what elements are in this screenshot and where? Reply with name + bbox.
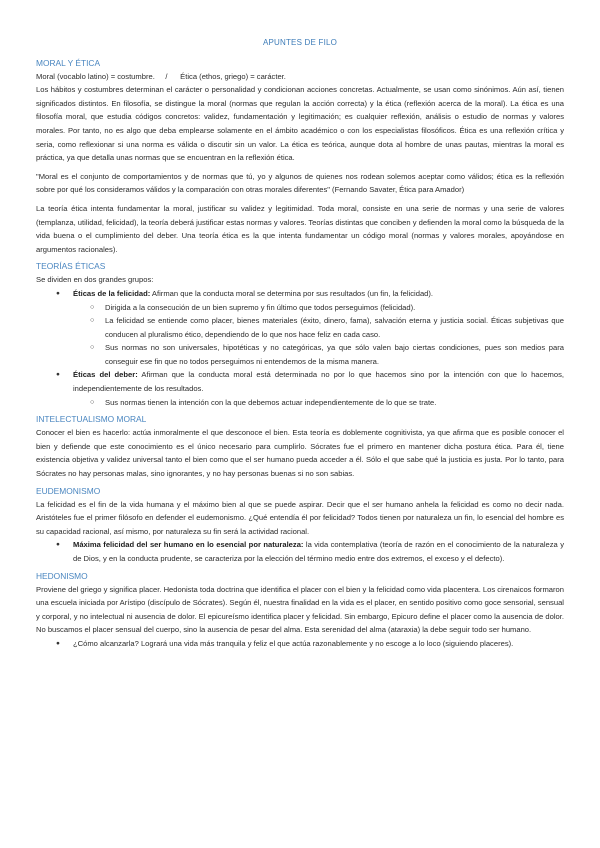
maxima-felicidad-text: la vida contemplativa (teoría de razón en el conocimiento de la naturaleza y de Dios, y en la conducta prudente, se caracteriza por la elección del término medio entre dos extremos, el exceso y el defecto). <box>73 540 564 563</box>
heading-intelectualismo: INTELECTUALISMO MORAL <box>36 414 147 425</box>
list-item-felicidad <box>36 287 564 301</box>
heading-teorias-eticas: TEORÍAS ÉTICAS <box>36 261 106 272</box>
heading-hedonismo: HEDONISMO <box>36 570 88 581</box>
heading-eudemonismo: EUDEMONISMO <box>36 485 101 496</box>
definitions-line <box>36 70 564 84</box>
deber-text: Afirman que la conducta moral está determinada no por lo que hacemos sino por la intención con que lo hacemos, independientemente de los resultados. <box>73 370 564 394</box>
sub-item-felicidad-1: ○ Dirigida a la consecución de un bien supremo y fin último que todos perseguimos (felicidad). <box>36 301 564 315</box>
felicidad-label: Éticas de la felicidad: <box>73 288 151 298</box>
list-item-como-alcanzarla: ● ¿Cómo alcanzarla? Logrará una vida más tranquila y feliz el que actúa razonablemente y no escoge a lo loco (siguiendo placeres). <box>36 637 564 651</box>
paragraph-intelectualismo: Conocer el bien es hacerlo: actúa inmoralmente el que desconoce el bien. Esta teoría es doblemente cognitivista, ya que afirma que es posible conocer el bien y defiende que este conocimiento es el único necesario para cumplirlo. Sócrates fue el primero en mantener dicha postura ética. Para él, tiene existencia objetiva y validez universal tanto el bien como que el ser humano pueda acceder a él. Sólo el que sabe qué la justicia es justa. Por lo tanto, para Sócrates no hay personas malas, sino ignorantes, y no hay personas buenas si no son sabias. <box>36 428 564 479</box>
quote-savater: "Moral es el conjunto de comportamientos y de normas que tú, yo y algunos de quienes nos rodean solemos aceptar como válidos; ética es la reflexión sobre por qué los consideramos válidos y la comparación con otras morales diferentes" (Fernando Savater, Ética para Amador) <box>36 171 564 195</box>
heading-moral-etica: MORAL Y ÉTICA <box>36 57 101 68</box>
list-item-deber <box>36 368 564 395</box>
list-item-maxima-felicidad <box>36 538 564 565</box>
teorias-list <box>36 287 564 409</box>
def-moral: Moral (vocablo latino) = costumbre. <box>36 71 155 81</box>
def-etica: Ética (ethos, griego) = carácter. <box>180 71 286 81</box>
paragraph-moral-1: Los hábitos y costumbres determinan el carácter o personalidad y condicionan acciones concretas. Actualmente, se usan como sinónimos. Aún así, tienen significados distintos. En filosofía, se distingue la moral (normas que regulan la acción correcta) y la ética (reflexión acerca de la moral). La ética es una filosofía moral, que estudia códigos concretos: validez, fundamentación y legitimación; es cualquier reflexión, análisis o estudio de normas y valores morales. Por tanto, no es algo que deba emplearse solamente en el ámbito académico o con los especialistas filosóficos. Ética es una reflexión crítica y seria, como reflexionar si una norma es válida o discutir sin un valor. La ética es teórica, aunque dota al hombre de unas pautas, mientras la moral es práctica, ya que detalla unas normas que se encuentran en la reflexión ética. <box>36 85 564 163</box>
maxima-felicidad-label: Máxima felicidad del ser humano en lo esencial por naturaleza: <box>73 540 304 550</box>
eudemonismo-list <box>36 538 564 565</box>
teorias-intro: Se dividen en dos grandes grupos: <box>36 275 154 285</box>
def-separator: / <box>165 71 168 81</box>
sub-item-felicidad-3: ○ Sus normas no son universales, hipotéticas y no categóricas, ya que sólo valen bajo ciertas condiciones, pues son medios para conseguir ese fin que no todos perseguimos ni entendemos de la misma manera. <box>36 341 564 368</box>
felicidad-text: Afirman que la conducta moral se determina por sus resultados (un fin, la felicidad). <box>150 288 434 298</box>
hedonismo-list <box>36 637 564 651</box>
paragraph-eudemonismo: La felicidad es el fin de la vida humana y el máximo bien al que se puede aspirar. Decir que el ser humano anhela la felicidad es como no decir nada. Aristóteles fue el primer filósofo en defender el eudemonismo. ¿Qué entendía él por felicidad? Todos tienen por naturaleza un fin, lo esencial del hombre es su capacidad racional, así mismo, por naturaleza su fin será la actividad racional. <box>36 499 564 536</box>
sub-item-felicidad-2: ○ La felicidad se entiende como placer, bienes materiales (éxito, dinero, fama), salvación eterna y justicia social. Éticas subjetivas que conducen al pluralismo ético, dependiendo de lo que nos hace feliz en cada caso. <box>36 314 564 341</box>
page-title: APUNTES DE FILO <box>262 38 338 47</box>
sub-item-deber-1: ○ Sus normas tienen la intención con la que debemos actuar independientemente de lo que se trate. <box>36 396 564 410</box>
deber-label: Éticas del deber: <box>73 370 138 380</box>
paragraph-hedonismo: Proviene del griego y significa placer. Hedonista toda doctrina que identifica el placer con el bien y la felicidad como vida placentera. Los cirenaicos formaron una escuela iniciada por Arístipo (discípulo de Sócrates). Según él, nuestra finalidad en la vida es el placer, en sentido positivo como goce sensorial, sensual y corporal, y no intelectual ni ausencia de dolor. El epicureísmo identifica placer y felicidad. Sin embargo, Epicuro define el placer como la ausencia de dolor. No buscamos el placer sensual del cuerpo, sino la ausencia de pesar del alma. Esta serenidad del alma (ataraxia) la debe seguir todo ser humano. <box>36 584 564 635</box>
paragraph-moral-2: La teoría ética intenta fundamentar la moral, justificar su validez y legitimidad. Toda moral, consiste en una serie de normas y una serie de valores (templanza, utilidad, felicidad), la teoría deberá justificar estas normas y valores. Teorías distintas que conciben y defienden la moral como la búsqueda de la vida buena o el cumplimiento del deber. Una teoría ética es la que intenta fundamentar un código moral (normas y valores morales, apoyándose en argumentos racionales). <box>36 203 564 254</box>
